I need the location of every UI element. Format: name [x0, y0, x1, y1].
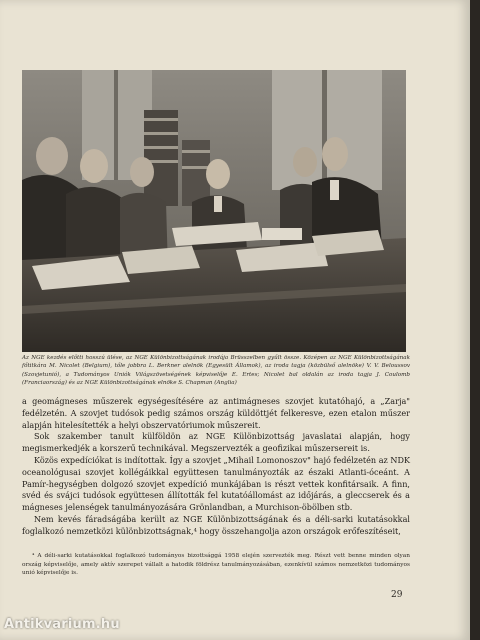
page-number: 29: [391, 590, 403, 600]
paragraph-4: Nem kevés fáradságába került az NGE Különbizottságának és a déli-sarki kutatásokkal foglalkozó nemzetközi különbizottságnak,⁴ hogy összehangolja azon országok erőfeszítéseit,: [22, 513, 410, 536]
paragraph-1: a geomágneses műszerek egységesítésére az antimágneses szovjet kutatóhajó, a „Zarja" fedélzetén. A szovjet tudósok pedig számos ország küldöttjét felkeresve, ezen etalon műszer alapján hitelesítették a helyi obszervatóriumok műszereit.: [22, 396, 410, 430]
meeting-photo-illustration: [22, 70, 406, 352]
watermark: Antikvarium.hu: [4, 617, 120, 632]
meeting-photo: [22, 70, 406, 352]
paragraph-3: Közös expedíciókat is indítottak. Így a szovjet „Mihail Lomonoszov" hajó fedélzetén az NDK oceanológusai szovjet kollégáikkal együttesen tanulmányozták az északi Atlanti-óceánt. A Pamír-hegységben dolgozó szovjet expedíció munkájában is részt vettek konfitársaik. A finn, svéd és svájci tudósok együttesen állították fel kutatóállomást az időjárás, a gleccserek és a mágneses jelenségek tanulmányozására Grönlandban, a Murchison-öbölben stb.: [22, 454, 410, 513]
footnote-text: ⁴ A déli-sarki kutatásokkal foglalkozó tudományos bizottsággá 1958 elején szervezték meg. Részt vett benne minden olyan ország képviselője, amely aktív szerepet vállalt a hatodik földrész tanulmányozásában, ezenkívül számos nemzetközi tudományos unió képviselője is.: [22, 553, 410, 577]
paragraph-2: Sok szakember tanult külföldön az NGE Különbizottság javaslatai alapján, hogy megismerkedjék a korszerű technikával. Megszervezték a geofizikai műszersereit is.: [22, 431, 410, 454]
photo-caption: [22, 354, 410, 388]
footnote: [22, 552, 410, 578]
photo-caption-text: Az NGE kezdés előtti hosszú ülése, az NGE Különbizottságának irodája Brüsszelben gyűlt össze. Középen az NGE Különbizottságának főtitkára M. Nicolet (Belgium), tőle jobbra L. Berkner alelnök (Egyesült Államok), az iroda tagja (közbülső alelnöke) V. V. Beloussov (Szovjetunió), a Tudományos Uniók Világszövetségének képviselője E. Ertes; Nicolet bal oldalán az iroda tagja J. Coulomb (Franciaország) és az NGE Különbizottságának elnöke S. Chapman (Anglia): [22, 355, 410, 387]
body-text: [22, 396, 410, 538]
